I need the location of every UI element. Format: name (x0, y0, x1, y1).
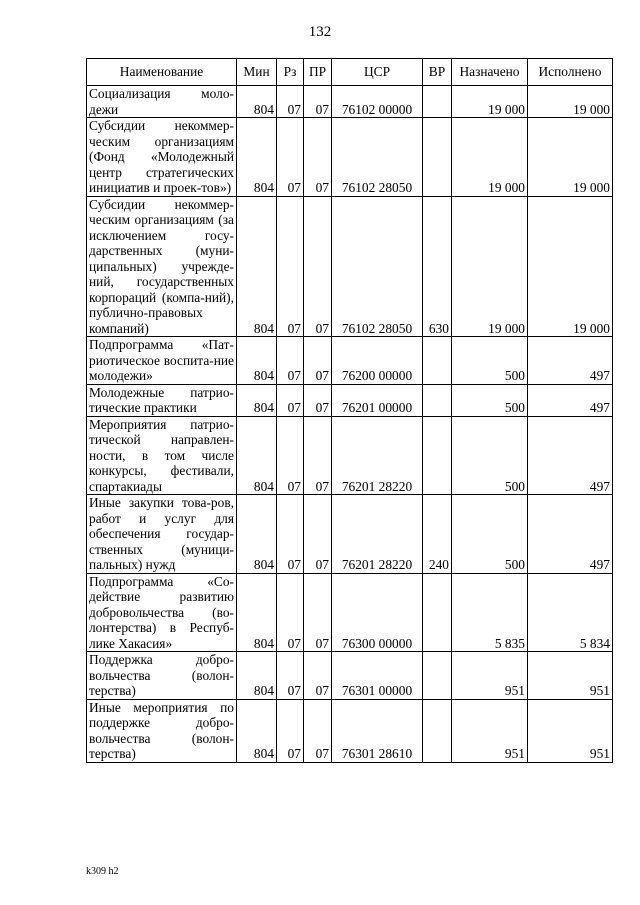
row-pr: 07 (304, 384, 332, 416)
row-assigned: 951 (452, 699, 528, 762)
header-name: Наименование (87, 59, 237, 86)
budget-table (86, 58, 613, 763)
row-assigned: 500 (452, 416, 528, 495)
header-csr: ЦСР (332, 59, 423, 86)
row-rz: 07 (277, 652, 304, 700)
row-pr: 07 (304, 573, 332, 652)
row-name: Субсидии некоммер-ческим организациям (за исключением госу-дарственных (муни-ципальных) учрежде-ний, государственных корпораций (компа-ний), публично-правовых компаний) (87, 196, 237, 337)
row-vr (423, 384, 452, 416)
row-rz: 07 (277, 196, 304, 337)
row-rz: 07 (277, 495, 304, 574)
table-row (87, 699, 613, 762)
row-pr: 07 (304, 86, 332, 118)
table-row (87, 652, 613, 700)
row-vr (423, 573, 452, 652)
header-assigned: Назначено (452, 59, 528, 86)
row-assigned: 5 835 (452, 573, 528, 652)
row-pr: 07 (304, 196, 332, 337)
row-csr: 76201 28220 (332, 416, 423, 495)
header-min: Мин (237, 59, 277, 86)
row-min: 804 (237, 652, 277, 700)
row-executed: 951 (528, 652, 613, 700)
row-rz: 07 (277, 416, 304, 495)
row-csr: 76102 28050 (332, 118, 423, 197)
row-csr: 76102 28050 (332, 196, 423, 337)
row-pr: 07 (304, 416, 332, 495)
row-vr: 240 (423, 495, 452, 574)
row-pr: 07 (304, 118, 332, 197)
row-csr: 76200 00000 (332, 337, 423, 385)
row-assigned: 19 000 (452, 86, 528, 118)
row-name: Субсидии некоммер-ческим организациям (Фонд «Молодежный центр стратегических инициатив и проек-тов») (87, 118, 237, 197)
row-executed: 19 000 (528, 118, 613, 197)
row-rz: 07 (277, 118, 304, 197)
row-name: Мероприятия патрио-тической направлен-ности, в том числе конкурсы, фестивали, спартакиады (87, 416, 237, 495)
row-name: Молодежные патрио-тические практики (87, 384, 237, 416)
header-pr: ПР (304, 59, 332, 86)
row-csr: 76300 00000 (332, 573, 423, 652)
table-row (87, 118, 613, 197)
row-name: Подпрограмма «Пат-риотическое воспита-ние молодежи» (87, 337, 237, 385)
row-rz: 07 (277, 337, 304, 385)
row-name: Подпрограмма «Со-действие развитию добровольчества (во-лонтерства) в Респуб-лике Хакасия» (87, 573, 237, 652)
row-rz: 07 (277, 384, 304, 416)
row-min: 804 (237, 384, 277, 416)
table-row (87, 337, 613, 385)
row-executed: 5 834 (528, 573, 613, 652)
row-vr (423, 652, 452, 700)
row-pr: 07 (304, 652, 332, 700)
row-executed: 497 (528, 337, 613, 385)
row-vr (423, 416, 452, 495)
row-executed: 19 000 (528, 196, 613, 337)
row-rz: 07 (277, 699, 304, 762)
row-pr: 07 (304, 699, 332, 762)
row-vr (423, 699, 452, 762)
table-header-row (87, 59, 613, 86)
row-min: 804 (237, 699, 277, 762)
row-pr: 07 (304, 495, 332, 574)
row-name: Социализация моло-дежи (87, 86, 237, 118)
row-min: 804 (237, 196, 277, 337)
row-vr: 630 (423, 196, 452, 337)
row-name: Иные мероприятия по поддержке добро-вольчества (волон-терства) (87, 699, 237, 762)
table-row (87, 196, 613, 337)
row-csr: 76201 28220 (332, 495, 423, 574)
table-row (87, 573, 613, 652)
row-min: 804 (237, 86, 277, 118)
row-name: Иные закупки това-ров, работ и услуг для обеспечения государ-ственных (муници-пальных) нужд (87, 495, 237, 574)
row-executed: 497 (528, 384, 613, 416)
row-csr: 76301 00000 (332, 652, 423, 700)
header-rz: Рз (277, 59, 304, 86)
row-min: 804 (237, 573, 277, 652)
row-vr (423, 118, 452, 197)
row-rz: 07 (277, 86, 304, 118)
row-pr: 07 (304, 337, 332, 385)
table-row (87, 86, 613, 118)
footer-code: k309 h2 (86, 866, 119, 877)
row-csr: 76301 28610 (332, 699, 423, 762)
row-vr (423, 86, 452, 118)
row-assigned: 19 000 (452, 196, 528, 337)
row-rz: 07 (277, 573, 304, 652)
row-name: Поддержка добро-вольчества (волон-терства) (87, 652, 237, 700)
header-vr: ВР (423, 59, 452, 86)
table-row (87, 495, 613, 574)
page-number: 132 (308, 24, 332, 40)
row-assigned: 500 (452, 495, 528, 574)
row-min: 804 (237, 337, 277, 385)
row-executed: 951 (528, 699, 613, 762)
row-csr: 76102 00000 (332, 86, 423, 118)
header-executed: Исполнено (528, 59, 613, 86)
row-assigned: 500 (452, 384, 528, 416)
row-assigned: 500 (452, 337, 528, 385)
table-row (87, 384, 613, 416)
row-min: 804 (237, 416, 277, 495)
row-executed: 497 (528, 416, 613, 495)
row-min: 804 (237, 118, 277, 197)
row-min: 804 (237, 495, 277, 574)
table-row (87, 416, 613, 495)
row-assigned: 951 (452, 652, 528, 700)
row-executed: 497 (528, 495, 613, 574)
row-csr: 76201 00000 (332, 384, 423, 416)
row-assigned: 19 000 (452, 118, 528, 197)
row-vr (423, 337, 452, 385)
row-executed: 19 000 (528, 86, 613, 118)
